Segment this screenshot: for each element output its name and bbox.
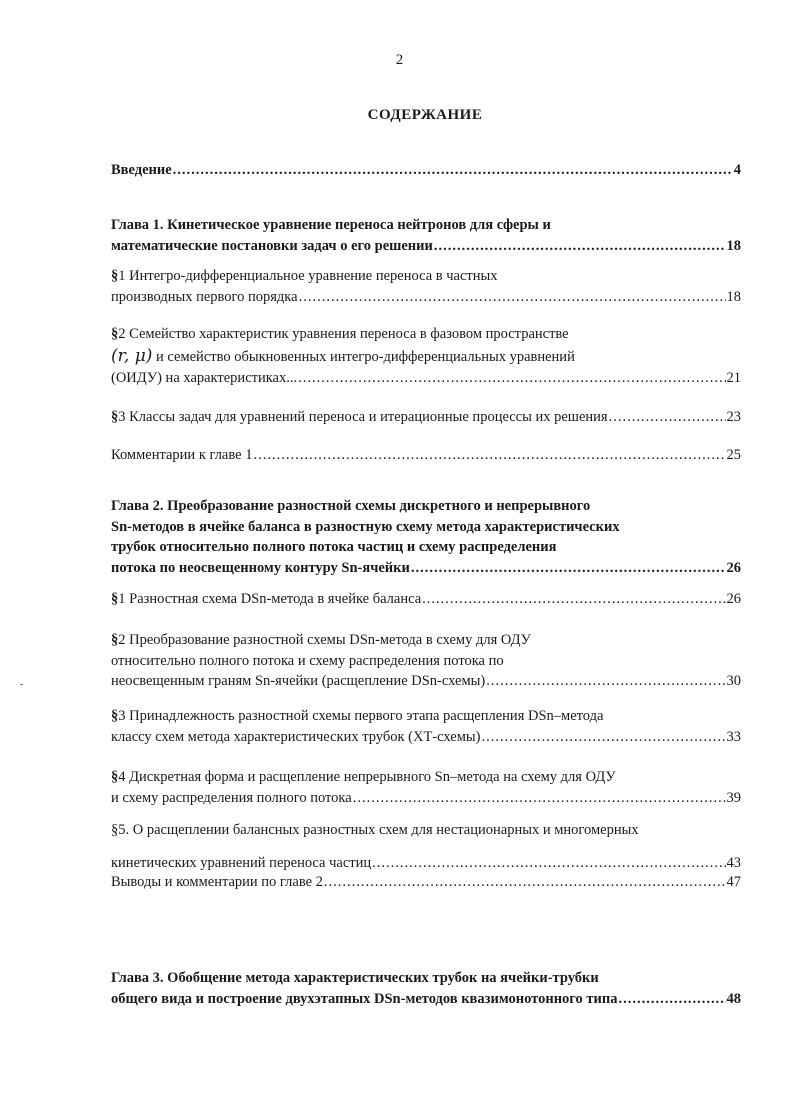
- leader-dots: [324, 872, 726, 893]
- toc-page: 43: [726, 854, 741, 871]
- toc-ch1-section-2[interactable]: [111, 324, 741, 390]
- leader-dots: [173, 160, 733, 181]
- toc-ch2-section-2[interactable]: [111, 630, 741, 692]
- section-mark: §: [111, 632, 119, 648]
- toc-ch1-comments[interactable]: [111, 445, 741, 466]
- leader-dots: [372, 853, 725, 874]
- chapter-heading-line: Глава 2. Преобразование разностной схемы дискретного и непрерывного: [111, 498, 591, 514]
- leader-dots: [298, 368, 725, 390]
- section-text: неосвещенным граням Sn-ячейки (расщепление DSn-схемы): [111, 673, 486, 689]
- section-mark: §: [111, 268, 119, 284]
- leader-dots: [353, 788, 726, 809]
- section-text: и семейство обыкновенных интегро-дифференциальных уравнений: [152, 348, 575, 365]
- toc-page: 48: [726, 990, 741, 1007]
- chapter-heading-line: Глава 1. Кинетическое уравнение переноса нейтронов для сферы и: [111, 217, 551, 233]
- toc-page: 25: [726, 447, 741, 463]
- chapter-heading-line: Глава 3. Обобщение метода характеристических трубок на ячейки-трубки: [111, 970, 599, 986]
- toc-page: 47: [726, 874, 741, 890]
- page-number: 2: [395, 52, 404, 68]
- section-text: 2 Семейство характеристик уравнения переноса в фазовом пространстве: [118, 326, 569, 342]
- section-text: (ОИДУ) на характеристиках...: [111, 370, 298, 386]
- toc-ch2-section-4[interactable]: [111, 767, 741, 808]
- toc-ch2-section-3[interactable]: [111, 706, 741, 747]
- toc-entry-text: Комментарии к главе 1: [111, 447, 253, 463]
- scan-mark: [20, 684, 23, 685]
- toc-page: 21: [726, 370, 741, 386]
- leader-dots: [299, 287, 726, 308]
- toc-page: 18: [726, 237, 741, 254]
- chapter-heading-line: Sn-методов в ячейке баланса в разностную схему метода характеристических: [111, 518, 620, 535]
- section-mark: §: [111, 326, 119, 342]
- section-text: §5. О расщеплении балансных разностных схем для нестационарных и многомерных: [111, 822, 639, 838]
- math-formula: (r, μ): [111, 345, 153, 366]
- chapter-heading-line: математические постановки задач о его решении: [111, 237, 433, 254]
- section-mark: §: [111, 708, 119, 724]
- toc-page: 18: [726, 288, 741, 305]
- toc-ch2-section-1[interactable]: [111, 589, 741, 610]
- toc-ch1-section-1[interactable]: [111, 266, 741, 307]
- section-text: 2 Преобразование разностной схемы DSn-метода в схему для ОДУ: [118, 632, 531, 648]
- chapter-heading-line: трубок относительно полного потока частиц и схему распределения: [111, 539, 557, 555]
- toc-page: 39: [726, 789, 741, 806]
- leader-dots: [422, 589, 725, 610]
- leader-dots: [619, 989, 726, 1010]
- toc-ch2-section-5[interactable]: [111, 820, 741, 873]
- leader-dots: [481, 727, 725, 748]
- leader-dots: [609, 407, 726, 428]
- section-text: 1 Интегро-дифференциальное уравнение переноса в частных: [118, 268, 498, 284]
- section-text: 3 Классы задач для уравнений переноса и итерационные процессы их решения: [118, 409, 608, 425]
- toc-chapter-1[interactable]: [111, 215, 741, 256]
- chapter-heading-line: потока по неосвещенному контуру Sn-ячейки: [111, 559, 410, 576]
- section-text: кинетических уравнений переноса частиц: [111, 854, 372, 871]
- toc-entry-text: Выводы и комментарии по главе 2: [111, 874, 323, 890]
- section-mark: §: [111, 409, 119, 425]
- section-text: 4 Дискретная форма и расщепление непрерывного Sn–метода на схему для ОДУ: [118, 769, 616, 785]
- section-mark: §: [111, 591, 119, 607]
- toc-entry-text: Введение: [111, 162, 172, 178]
- toc-page: 26: [726, 591, 741, 607]
- leader-dots: [486, 671, 725, 692]
- toc-chapter-2[interactable]: [111, 496, 741, 578]
- toc-page: 30: [726, 673, 741, 689]
- leader-dots: [434, 236, 726, 257]
- toc-page: 33: [726, 728, 741, 745]
- page-title: СОДЕРЖАНИЕ: [367, 107, 483, 123]
- section-text: производных первого порядка: [111, 288, 298, 305]
- toc-page: 26: [726, 559, 741, 576]
- toc-ch1-section-3[interactable]: [111, 407, 741, 428]
- section-text: относительно полного потока и схему распределения потока по: [111, 652, 504, 669]
- section-text: классу схем метода характеристических трубок (ХТ-схемы): [111, 728, 481, 745]
- toc-entry-intro[interactable]: [111, 160, 741, 181]
- chapter-heading-line: общего вида и построение двухэтапных DSn-методов квазимонотонного типа: [111, 990, 618, 1007]
- section-text: и схему распределения полного потока: [111, 789, 352, 806]
- leader-dots: [411, 558, 726, 579]
- toc-chapter-3[interactable]: [111, 968, 741, 1009]
- section-text: 3 Принадлежность разностной схемы первого этапа расщепления DSn–метода: [118, 708, 604, 724]
- section-text: 1 Разностная схема DSn-метода в ячейке баланса: [118, 591, 422, 607]
- toc-ch2-conclusions[interactable]: [111, 872, 741, 893]
- toc-page: 4: [733, 162, 741, 178]
- toc-page: 23: [726, 409, 741, 425]
- section-mark: §: [111, 769, 119, 785]
- leader-dots: [253, 445, 725, 466]
